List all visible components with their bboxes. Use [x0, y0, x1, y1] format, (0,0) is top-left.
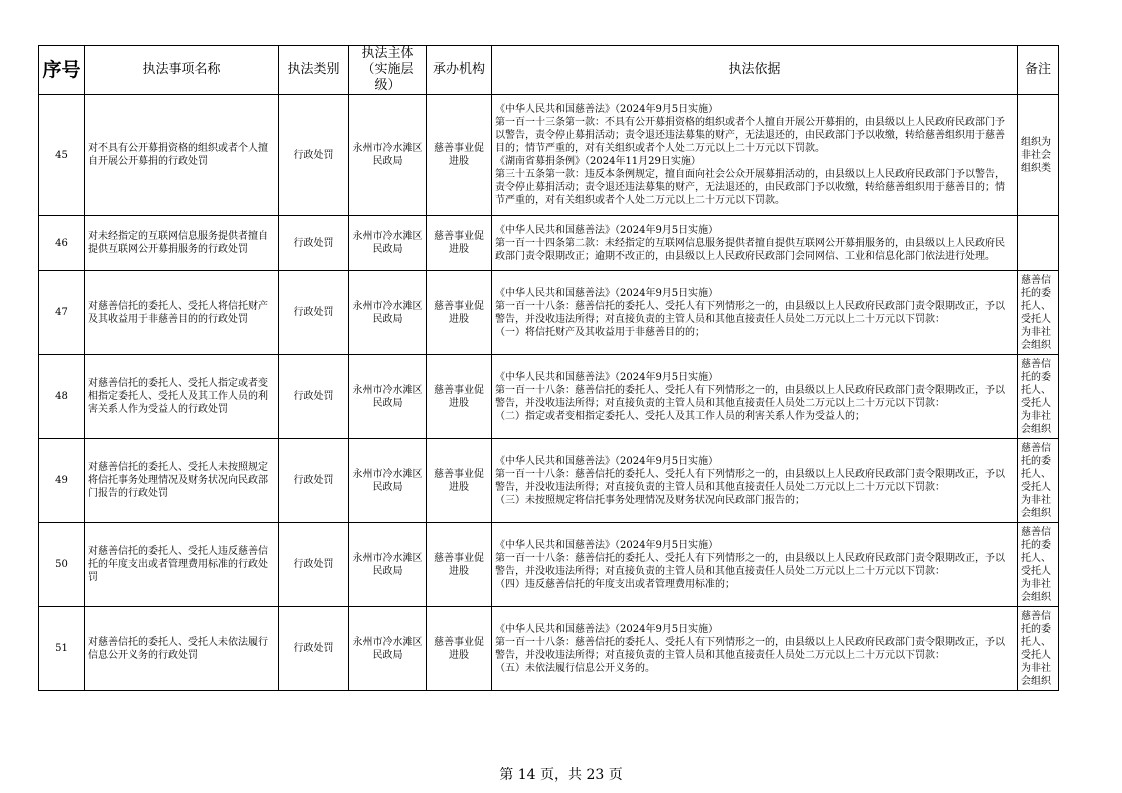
basis-line: （五）未依法履行信息公开义务的。 — [495, 662, 655, 674]
row-org: 永州市冷水滩区民政局 — [349, 439, 427, 523]
row-name: 对不具有公开募捐资格的组织或者个人擅自开展公开募捐的行政处罚 — [85, 95, 279, 216]
basis-line: （二）指定或者变相指定委托人、受托人及其工作人员的利害关系人作为受益人的； — [495, 410, 865, 422]
basis-line: （四）违反慈善信托的年度支出或者管理费用标准的； — [495, 578, 735, 590]
row-category: 行政处罚 — [279, 607, 349, 691]
row-name: 对慈善信托的委托人、受托人指定或者变相指定委托人、受托人及其工作人员的利害关系人作为受益人的行政处罚 — [85, 355, 279, 439]
row-remark: 慈善信托的委托人、受托人为非社会组织 — [1018, 271, 1059, 355]
table-row — [39, 271, 1059, 355]
basis-line: 第一百一十八条：慈善信托的委托人、受托人有下列情形之一的，由县级以上人民政府民政部门责令限期改正，予以警告，并没收违法所得；对直接负责的主管人员和其他直接责任人员处二万元以上二十万元以下罚款： — [495, 300, 1005, 325]
row-seq: 48 — [39, 355, 85, 439]
header-name: 执法事项名称 — [85, 46, 279, 95]
row-dept: 慈善事业促进股 — [427, 355, 492, 439]
row-org: 永州市冷水滩区民政局 — [349, 271, 427, 355]
basis-line: 《中华人民共和国慈善法》（2024年9月5日实施） — [495, 287, 719, 299]
row-seq: 50 — [39, 523, 85, 607]
row-org: 永州市冷水滩区民政局 — [349, 216, 427, 271]
row-name: 对未经指定的互联网信息服务提供者擅自提供互联网公开募捐服务的行政处罚 — [85, 216, 279, 271]
row-category: 行政处罚 — [279, 523, 349, 607]
row-remark: 慈善信托的委托人、受托人为非社会组织 — [1018, 607, 1059, 691]
row-dept: 慈善事业促进股 — [427, 216, 492, 271]
header-basis: 执法依据 — [492, 46, 1018, 95]
basis-line: 《中华人民共和国慈善法》（2024年9月5日实施） — [495, 623, 719, 635]
row-seq: 47 — [39, 271, 85, 355]
basis-line: 《湖南省募捐条例》（2024年11月29日实施） — [495, 156, 701, 167]
basis-line: 《中华人民共和国慈善法》（2024年9月5日实施） — [495, 539, 719, 551]
table-row — [39, 95, 1059, 216]
table-row — [39, 439, 1059, 523]
basis-line: （三）未按照规定将信托事务处理情况及财务状况向民政部门报告的； — [495, 494, 805, 506]
row-basis — [492, 355, 1018, 439]
row-basis — [492, 523, 1018, 607]
basis-line: 第三十五条第一款：违反本条例规定，擅自面向社会公众开展募捐活动的，由县级以上人民政府民政部门予以警告，责令停止募捐活动；责令退还违法募集的财产，无法退还的，由民政部门予以收缴，转给慈善组织用于慈善目的；情节严重的，对有关组织或者个人处二万元以上二十万元以下罚款。 — [495, 169, 1005, 206]
row-category: 行政处罚 — [279, 271, 349, 355]
table-row — [39, 216, 1059, 271]
basis-line: 第一百一十八条：慈善信托的委托人、受托人有下列情形之一的，由县级以上人民政府民政部门责令限期改正，予以警告，并没收违法所得；对直接负责的主管人员和其他直接责任人员处二万元以上二十万元以下罚款： — [495, 468, 1005, 493]
row-basis — [492, 271, 1018, 355]
table-row — [39, 607, 1059, 691]
row-category: 行政处罚 — [279, 216, 349, 271]
header-remark: 备注 — [1018, 46, 1059, 95]
row-category: 行政处罚 — [279, 95, 349, 216]
row-remark: 组织为非社会组织类 — [1018, 95, 1059, 216]
basis-line: 第一百一十八条：慈善信托的委托人、受托人有下列情形之一的，由县级以上人民政府民政部门责令限期改正，予以警告，并没收违法所得；对直接负责的主管人员和其他直接责任人员处二万元以上二十万元以下罚款： — [495, 636, 1005, 661]
row-name: 对慈善信托的委托人、受托人未依法履行信息公开义务的行政处罚 — [85, 607, 279, 691]
row-org: 永州市冷水滩区民政局 — [349, 523, 427, 607]
row-remark: 慈善信托的委托人、受托人为非社会组织 — [1018, 523, 1059, 607]
row-seq: 49 — [39, 439, 85, 523]
basis-line: （一）将信托财产及其收益用于非慈善目的的； — [495, 326, 705, 338]
row-seq: 46 — [39, 216, 85, 271]
table-row — [39, 355, 1059, 439]
row-remark: 慈善信托的委托人、受托人为非社会组织 — [1018, 355, 1059, 439]
row-remark — [1018, 216, 1059, 271]
basis-line: 《中华人民共和国慈善法》（2024年9月5日实施） — [495, 104, 719, 115]
row-basis — [492, 216, 1018, 271]
header-category: 执法类别 — [279, 46, 349, 95]
row-basis — [492, 439, 1018, 523]
table-row — [39, 523, 1059, 607]
basis-line: 第一百一十八条：慈善信托的委托人、受托人有下列情形之一的，由县级以上人民政府民政部门责令限期改正，予以警告，并没收违法所得；对直接负责的主管人员和其他直接责任人员处二万元以上二十万元以下罚款： — [495, 384, 1005, 409]
row-org: 永州市冷水滩区民政局 — [349, 607, 427, 691]
basis-line: 《中华人民共和国慈善法》（2024年9月5日实施） — [495, 455, 719, 467]
table-body — [39, 95, 1059, 691]
row-dept: 慈善事业促进股 — [427, 271, 492, 355]
basis-line: 第一百一十四条第二款：未经指定的互联网信息服务提供者擅自提供互联网公开募捐服务的，由县级以上人民政府民政部门责令限期改正；逾期不改正的，由县级以上人民政府民政部门会同网信、工业和信息化部门依法进行处理。 — [495, 237, 1005, 262]
row-dept: 慈善事业促进股 — [427, 95, 492, 216]
row-seq: 51 — [39, 607, 85, 691]
row-seq: 45 — [39, 95, 85, 216]
row-remark: 慈善信托的委托人、受托人为非社会组织 — [1018, 439, 1059, 523]
row-name: 对慈善信托的委托人、受托人将信托财产及其收益用于非慈善目的的行政处罚 — [85, 271, 279, 355]
row-category: 行政处罚 — [279, 355, 349, 439]
row-category: 行政处罚 — [279, 439, 349, 523]
row-name: 对慈善信托的委托人、受托人违反慈善信托的年度支出或者管理费用标准的行政处罚 — [85, 523, 279, 607]
basis-line: 第一百一十八条：慈善信托的委托人、受托人有下列情形之一的，由县级以上人民政府民政部门责令限期改正，予以警告，并没收违法所得；对直接负责的主管人员和其他直接责任人员处二万元以上二十万元以下罚款： — [495, 552, 1005, 577]
basis-line: 《中华人民共和国慈善法》（2024年9月5日实施） — [495, 371, 719, 383]
header-dept: 承办机构 — [427, 46, 492, 95]
row-org: 永州市冷水滩区民政局 — [349, 95, 427, 216]
enforcement-table — [38, 45, 1059, 691]
header-row — [39, 46, 1059, 95]
row-dept: 慈善事业促进股 — [427, 523, 492, 607]
basis-line: 第一百一十三条第一款：不具有公开募捐资格的组织或者个人擅自开展公开募捐的，由县级以上人民政府民政部门予以警告，责令停止募捐活动；责令退还违法募集的财产，无法退还的，由民政部门予以收缴，转给慈善组织用于慈善目的；情节严重的，对有关组织或者个人处二万元以上二十万元以下罚款。 — [495, 117, 1005, 154]
row-name: 对慈善信托的委托人、受托人未按照规定将信托事务处理情况及财务状况向民政部门报告的行政处罚 — [85, 439, 279, 523]
header-seq: 序号 — [39, 46, 85, 95]
page-footer: 第 14 页，共 23 页 — [499, 767, 623, 783]
row-basis — [492, 607, 1018, 691]
header-subject: 执法主体（实施层级） — [349, 46, 427, 95]
row-dept: 慈善事业促进股 — [427, 607, 492, 691]
row-basis — [492, 95, 1018, 216]
row-org: 永州市冷水滩区民政局 — [349, 355, 427, 439]
basis-line: 《中华人民共和国慈善法》（2024年9月5日实施） — [495, 224, 719, 236]
row-dept: 慈善事业促进股 — [427, 439, 492, 523]
